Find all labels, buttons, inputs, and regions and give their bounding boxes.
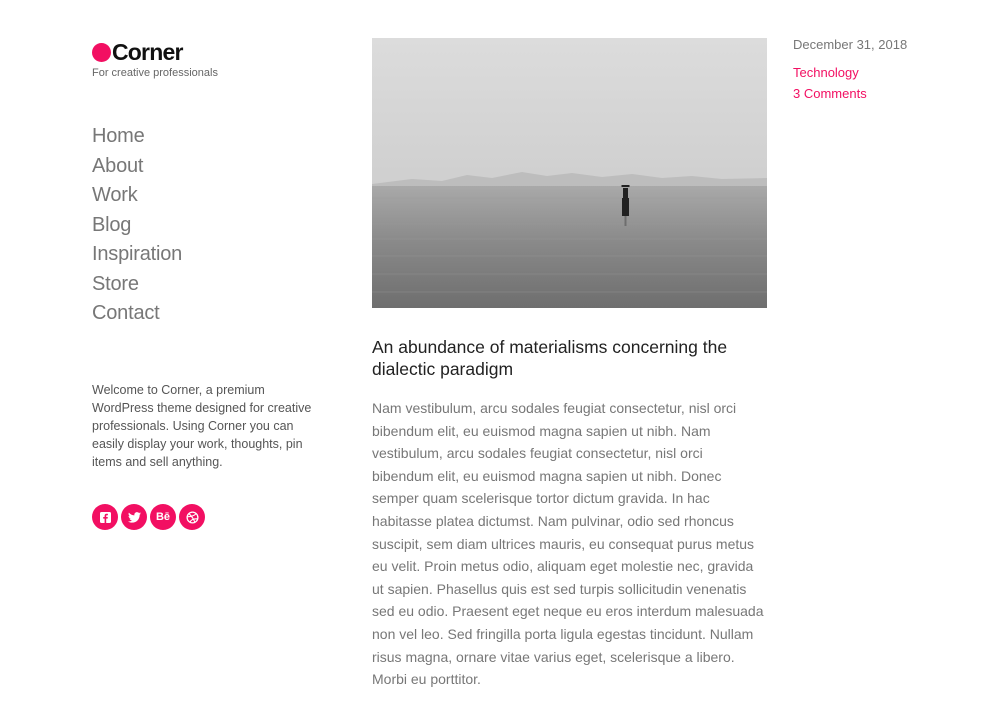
social-links: [92, 504, 205, 530]
main-nav: [92, 122, 182, 329]
post-featured-image[interactable]: [372, 38, 767, 308]
post-comments-link[interactable]: 3 Comments: [793, 86, 867, 101]
nav-item-blog[interactable]: Blog: [92, 213, 132, 236]
sidebar-about-text: Welcome to Corner, a premium WordPress theme designed for creative professionals. Using Corner you can easily display your work, thoughts, pin items and sell anything.: [92, 382, 312, 470]
post-meta: [793, 37, 913, 101]
nav-item-contact[interactable]: Contact: [92, 302, 160, 324]
nav-item-store[interactable]: Store: [92, 272, 139, 295]
behance-icon: Bē: [155, 511, 171, 523]
post-category-link[interactable]: Technology: [793, 65, 859, 80]
post-date: December 31, 2018: [793, 37, 908, 52]
facebook-button[interactable]: [92, 504, 118, 530]
behance-button[interactable]: [150, 504, 176, 530]
dribbble-button[interactable]: [179, 504, 205, 530]
site-name: Corner: [112, 39, 183, 65]
dribbble-icon: [186, 511, 199, 524]
twitter-icon: [128, 512, 141, 523]
facebook-icon: [100, 512, 111, 523]
nav-item-work[interactable]: Work: [92, 184, 138, 206]
site-logo[interactable]: [92, 38, 322, 66]
post-title[interactable]: An abundance of materialisms concerning the dialectic paradigm: [372, 337, 728, 379]
site-tagline: For creative professionals: [92, 67, 218, 79]
logo-dot-icon: [92, 43, 111, 62]
nav-item-home[interactable]: Home: [92, 125, 145, 147]
nav-item-about[interactable]: About: [92, 154, 144, 177]
sidebar: [92, 38, 322, 523]
post-body: Nam vestibulum, arcu sodales feugiat consectetur, nisl orci bibendum elit, eu euismod magna sapien ut nibh. Nam vestibulum, arcu sodales feugiat consectetur, nisl orci bibendum elit, eu euismod magna sapien ut nibh. Donec semper quam scelerisque tortor dictum gravida. In hac habitasse platea dictumst. Nam pulvinar, odio sed rhoncus suscipit, sem diam ultrices mauris, eu consequat purus metus eu velit. Proin metus odio, aliquam eget molestie nec, gravida ut sapien. Phasellus quis est sed turpis sollicitudin venenatis sed eu odio. Praesent eget neque eu eros interdum malesuada non vel leo. Sed fringilla porta ligula egestas tincidunt. Nullam risus magna, ornare vitae varius eget, scelerisque a libero. Morbi eu porttitor.: [372, 400, 764, 688]
nav-item-inspiration[interactable]: Inspiration: [92, 243, 183, 265]
twitter-button[interactable]: [121, 504, 147, 530]
post: [372, 38, 768, 702]
